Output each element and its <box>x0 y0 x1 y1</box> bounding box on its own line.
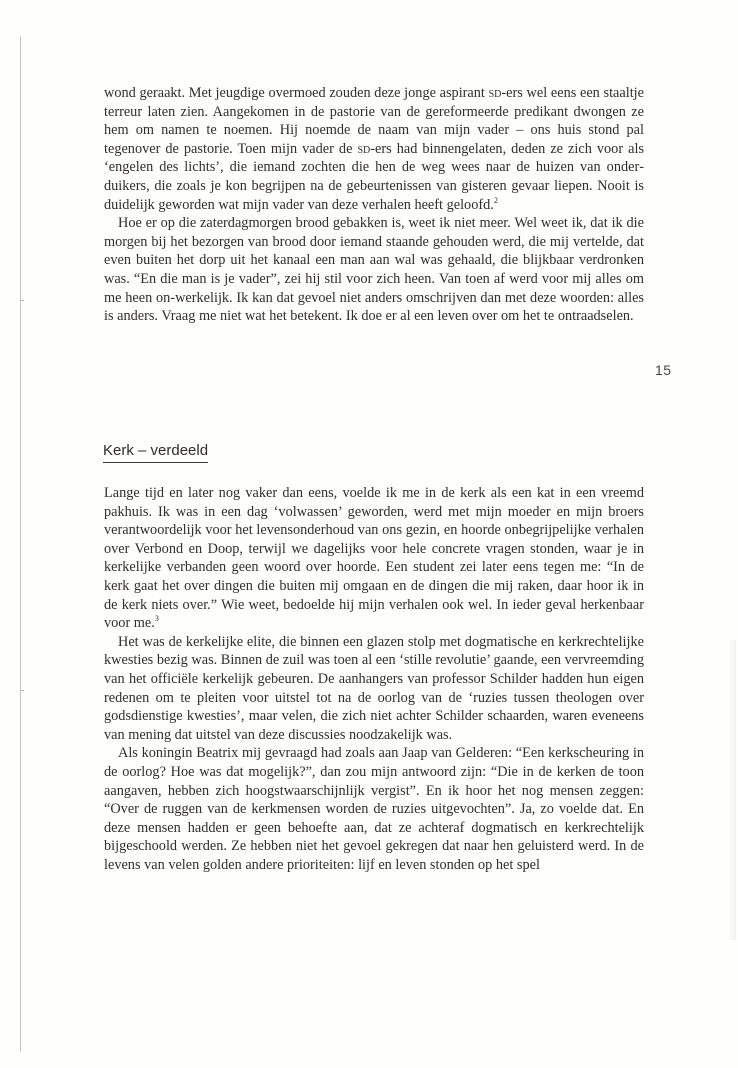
paragraph: Het was de kerkelijke elite, die binnen een glazen stolp met dogmatische en kerkrechtelijke kwesties bezig was. Binnen de zuil was toen al een ‘stille revolutie’ gaande, een vervreemding van het officiële kerkelijk gebeuren. De aanhangers van professor Schilder hadden hun eigen redenen om te pleiten voor uitstel tot na de oorlog van de ‘ruzies tussen theologen over godsdienstige kwesties’, maar velen, die zich niet achter Schilder schaarden, waren eveneens van mening dat uitstel van deze discussies noodzakelijk was. <box>104 633 644 743</box>
small-caps-text: sd <box>357 140 371 157</box>
footnote-marker: 3 <box>154 614 159 624</box>
text-run: Lange tijd en later nog vaker dan eens, voelde ik me in de kerk als een kat in een vreemd pakhuis. Ik was in een dag ‘volwassen’ geworden, werd met mijn moeder en mijn broers verantwoordelijk voor het levensonderhoud van ons gezin, en hoorde onbegrijpelijke verhalen over Verbond en Doop, terwijl we dagelijks voor hele concrete vragen stonden, waar je in kerkelijke verbanden geen woord over hoorde. Een student zei later eens tegen me: “In de kerk gaat het over dingen die buiten mij omgaan en de dingen die mij raken, daar hoor ik in de kerk niets over.” Wie weet, bedoelde hij mijn verhalen ook wel. In ieder geval herkenbaar voor me. <box>104 485 644 632</box>
body-text-bottom <box>104 484 644 874</box>
paragraph <box>104 84 644 214</box>
footnote-marker: 2 <box>493 195 498 205</box>
page-edge-shadow <box>728 640 736 940</box>
paragraph: Hoe er op die zaterdagmorgen brood gebakken is, weet ik niet meer. Wel weet ik, dat ik die morgen bij het bezorgen van brood door iemand staande gehouden werd, die mij vertelde, dat even buiten het dorp uit het kanaal een man aan wal was gehaald, die blijkbaar verdronken was. “En die man is je vader”, zei hij stil voor zich heen. Van toen af werd voor mij alles om me heen on-werkelijk. Ik kan dat gevoel niet anders omschrijven dan met deze woorden: alles is anders. Vraag me niet wat het betekent. Ik doe er al een leven over om het te ontraadselen. <box>104 215 644 325</box>
gutter-mark <box>20 690 24 691</box>
page-number: 15 <box>655 362 672 378</box>
binding-gutter-line <box>20 36 21 1052</box>
paragraph: Als koningin Beatrix mij gevraagd had zoals aan Jaap van Gelderen: “Een kerkscheuring in de oorlog? Hoe was dat mogelijk?”, dan zou mijn antwoord zijn: “Die in de kerken de toon aangaven, hebben zich hoogstwaarschijnlijk vergist”. En ik hoor het nog mensen zeggen: “Over de ruggen van de kerkmensen worden de ruzies uitgevochten”. Ja, zo voelde dat. En deze mensen hadden er geen behoefte aan, dat ze achteraf dogmatisch en kerkrechtelijk bijgeschoold werden. Ze hebben niet het gevoel gekregen dat naar hen geluisterd werd. In de levens van velen golden andere prioriteiten: lijf en leven stonden op het spel <box>104 745 644 873</box>
text-run: -ers wel eens een staaltje terreur laten zien. Aangekomen in de pastorie van de gereformeerde predikant dwongen ze hem om namen te noemen. Hij noemde de naam van mijn vader – ons huis stond pal tegenover de pastorie. Toen mijn vader de <box>104 85 644 157</box>
gutter-mark <box>20 300 24 301</box>
section-heading: Kerk – verdeeld <box>103 442 208 463</box>
text-run: -ers had binnengelaten, deden ze zich voor als ‘engelen des lichts’, die iemand zochten die hen de weg wees naar de huizen van onderduikers, die zoals je kon begrijpen na de gebeurtenissen van gisteren gevaar liepen. Nooit is duidelijk geworden wat mijn vader van deze verhalen heeft geloofd. <box>104 140 644 213</box>
paragraph <box>104 484 644 633</box>
text-run: wond geraakt. Met jeugdige overmoed zouden deze jonge aspirant <box>104 85 489 101</box>
body-text-top <box>104 84 644 326</box>
small-caps-text: sd <box>488 85 502 101</box>
